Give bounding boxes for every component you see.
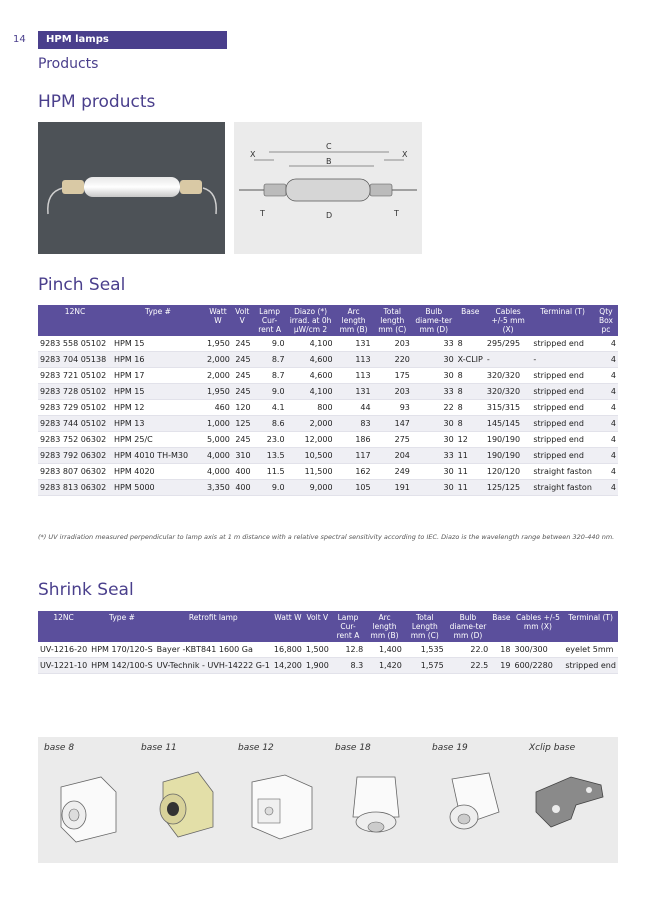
table-cell: 9283 813 06302 bbox=[38, 480, 112, 496]
table-cell: 145/145 bbox=[485, 416, 531, 432]
base-11-figure bbox=[135, 737, 232, 863]
table-cell: 1,950 bbox=[204, 384, 232, 400]
page-header bbox=[0, 31, 227, 49]
table-cell: 203 bbox=[373, 336, 412, 352]
base-8-figure bbox=[38, 737, 135, 863]
products-heading: HPM products bbox=[38, 92, 156, 112]
table-cell: stripped end bbox=[531, 384, 594, 400]
col-retrofit: Retrofit lamp bbox=[155, 611, 272, 642]
table-cell: stripped end bbox=[531, 336, 594, 352]
table-cell: 117 bbox=[335, 448, 373, 464]
table-cell: 23.0 bbox=[253, 432, 287, 448]
table-cell: 600/2280 bbox=[512, 658, 563, 674]
col-bulb: Bulb diame-ter mm (D) bbox=[412, 305, 456, 336]
table-cell: 400 bbox=[232, 480, 253, 496]
table-cell: HPM 170/120-S bbox=[89, 642, 154, 658]
table-cell: 190/190 bbox=[485, 432, 531, 448]
table-cell: 18 bbox=[490, 642, 512, 658]
shrink-seal-heading: Shrink Seal bbox=[38, 580, 134, 600]
pinch-footnote: (*) UV irradiation measured perpendicular to lamp axis at 1 m distance with a relative spectral sensitivity according to IEC. Diazo is the wavelength range between 320-440 nm. bbox=[38, 533, 615, 541]
dim-b: B bbox=[326, 157, 332, 166]
section-bar: HPM lamps bbox=[38, 31, 227, 49]
col-arc: Arc length mm (B) bbox=[365, 611, 404, 642]
table-cell: HPM 4020 bbox=[112, 464, 204, 480]
table-cell: 33 bbox=[412, 336, 456, 352]
table-cell: 9283 807 06302 bbox=[38, 464, 112, 480]
col-cables: Cables +/-5 mm (X) bbox=[485, 305, 531, 336]
table-cell: 400 bbox=[232, 464, 253, 480]
table-cell: 186 bbox=[335, 432, 373, 448]
table-cell: 8 bbox=[456, 368, 485, 384]
section-subtitle: Products bbox=[38, 56, 99, 72]
table-cell: - bbox=[531, 352, 594, 368]
table-cell: 4,100 bbox=[287, 336, 335, 352]
table-cell: 9283 558 05102 bbox=[38, 336, 112, 352]
table-cell: 190/190 bbox=[485, 448, 531, 464]
table-cell: 22 bbox=[412, 400, 456, 416]
table-cell: 1,500 bbox=[304, 642, 331, 658]
table-cell: 30 bbox=[412, 368, 456, 384]
table-cell: 1,000 bbox=[204, 416, 232, 432]
col-current: Lamp Cur-rent A bbox=[253, 305, 287, 336]
table-cell: 4 bbox=[594, 416, 618, 432]
col-terminal: Terminal (T) bbox=[531, 305, 594, 336]
table-cell: HPM 15 bbox=[112, 336, 204, 352]
table-cell: 220 bbox=[373, 352, 412, 368]
base-label: Xclip base bbox=[529, 743, 576, 753]
table-cell: 8.7 bbox=[253, 352, 287, 368]
table-cell: HPM 16 bbox=[112, 352, 204, 368]
table-cell: 320/320 bbox=[485, 384, 531, 400]
base-label: base 18 bbox=[335, 743, 371, 753]
table-cell: 4,000 bbox=[204, 448, 232, 464]
table-cell: straight faston bbox=[531, 480, 594, 496]
table-cell: UV-1216-20 bbox=[38, 642, 89, 658]
table-cell: 11.5 bbox=[253, 464, 287, 480]
col-arc: Arc length mm (B) bbox=[335, 305, 373, 336]
table-cell: stripped end bbox=[531, 368, 594, 384]
col-12nc: 12NC bbox=[38, 611, 89, 642]
table-cell: 8 bbox=[456, 336, 485, 352]
table-cell: 2,000 bbox=[204, 352, 232, 368]
table-row bbox=[38, 352, 618, 368]
table-cell: 30 bbox=[412, 416, 456, 432]
table-cell: 9283 721 05102 bbox=[38, 368, 112, 384]
col-total: Total Length mm (C) bbox=[404, 611, 446, 642]
base-label: base 8 bbox=[44, 743, 75, 753]
base-18-figure bbox=[329, 737, 426, 863]
table-cell: 4 bbox=[594, 448, 618, 464]
table-cell: 1,575 bbox=[404, 658, 446, 674]
table-cell: 14,200 bbox=[272, 658, 304, 674]
table-cell: stripped end bbox=[563, 658, 618, 674]
col-type: Type # bbox=[89, 611, 154, 642]
table-cell: HPM 4010 TH-M30 bbox=[112, 448, 204, 464]
table-cell: 83 bbox=[335, 416, 373, 432]
table-cell: 4,600 bbox=[287, 352, 335, 368]
table-row bbox=[38, 464, 618, 480]
table-cell: stripped end bbox=[531, 400, 594, 416]
lamp-photo bbox=[38, 122, 225, 254]
table-cell: HPM 12 bbox=[112, 400, 204, 416]
col-bulb: Bulb diame-ter mm (D) bbox=[446, 611, 491, 642]
table-cell: 4,000 bbox=[204, 464, 232, 480]
table-cell: 11,500 bbox=[287, 464, 335, 480]
col-total: Total length mm (C) bbox=[373, 305, 412, 336]
table-cell: 11 bbox=[456, 448, 485, 464]
table-row bbox=[38, 400, 618, 416]
col-terminal: Terminal (T) bbox=[563, 611, 618, 642]
col-qty: Qty Box pc bbox=[594, 305, 618, 336]
table-cell: 9283 752 06302 bbox=[38, 432, 112, 448]
table-cell: HPM 13 bbox=[112, 416, 204, 432]
table-cell: 4 bbox=[594, 480, 618, 496]
col-type: Type # bbox=[112, 305, 204, 336]
table-cell: X-CLIP bbox=[456, 352, 485, 368]
table-cell: 9283 744 05102 bbox=[38, 416, 112, 432]
table-cell: 9283 729 05102 bbox=[38, 400, 112, 416]
table-cell: 22.0 bbox=[446, 642, 491, 658]
table-cell: HPM 142/100-S bbox=[89, 658, 154, 674]
table-cell: 16,800 bbox=[272, 642, 304, 658]
table-cell: stripped end bbox=[531, 432, 594, 448]
table-cell: 113 bbox=[335, 352, 373, 368]
table-cell: 204 bbox=[373, 448, 412, 464]
col-base: Base bbox=[456, 305, 485, 336]
col-12nc: 12NC bbox=[38, 305, 112, 336]
pinch-seal-table bbox=[38, 305, 618, 496]
table-row bbox=[38, 384, 618, 400]
table-row bbox=[38, 480, 618, 496]
table-cell: 1,420 bbox=[365, 658, 404, 674]
pinch-header-row bbox=[38, 305, 618, 336]
table-cell: 4,600 bbox=[287, 368, 335, 384]
table-cell: 9283 792 06302 bbox=[38, 448, 112, 464]
pinch-seal-heading: Pinch Seal bbox=[38, 275, 126, 295]
col-base: Base bbox=[490, 611, 512, 642]
table-row bbox=[38, 448, 618, 464]
table-cell: 8.3 bbox=[331, 658, 365, 674]
base-19-figure bbox=[426, 737, 523, 863]
table-cell: 8 bbox=[456, 400, 485, 416]
table-cell: 460 bbox=[204, 400, 232, 416]
table-cell: 4 bbox=[594, 432, 618, 448]
table-cell: UV-1221-10 bbox=[38, 658, 89, 674]
table-row bbox=[38, 658, 618, 674]
shrink-seal-table bbox=[38, 611, 618, 674]
table-cell: 8 bbox=[456, 384, 485, 400]
table-cell: 800 bbox=[287, 400, 335, 416]
table-cell: 120/120 bbox=[485, 464, 531, 480]
table-cell: 4,100 bbox=[287, 384, 335, 400]
table-row bbox=[38, 336, 618, 352]
table-cell: 4 bbox=[594, 384, 618, 400]
table-cell: 11 bbox=[456, 480, 485, 496]
table-row bbox=[38, 416, 618, 432]
table-cell: 19 bbox=[490, 658, 512, 674]
table-cell: stripped end bbox=[531, 448, 594, 464]
col-cables: Cables +/-5 mm (X) bbox=[512, 611, 563, 642]
table-cell: 1,950 bbox=[204, 336, 232, 352]
table-cell: 203 bbox=[373, 384, 412, 400]
base-label: base 11 bbox=[141, 743, 177, 753]
table-cell: 13.5 bbox=[253, 448, 287, 464]
table-cell: 310 bbox=[232, 448, 253, 464]
table-cell: 4 bbox=[594, 400, 618, 416]
table-cell: HPM 17 bbox=[112, 368, 204, 384]
table-cell: Bayer -KBT841 1600 Ga bbox=[155, 642, 272, 658]
table-cell: 191 bbox=[373, 480, 412, 496]
table-cell: 22.5 bbox=[446, 658, 491, 674]
table-cell: 295/295 bbox=[485, 336, 531, 352]
col-diazo: Diazo (*) irrad. at 0h µW/cm 2 bbox=[287, 305, 335, 336]
table-cell: - bbox=[485, 352, 531, 368]
table-cell: 33 bbox=[412, 448, 456, 464]
table-row bbox=[38, 368, 618, 384]
table-cell: 245 bbox=[232, 432, 253, 448]
table-cell: 30 bbox=[412, 480, 456, 496]
table-cell: 1,535 bbox=[404, 642, 446, 658]
table-cell: 120 bbox=[232, 400, 253, 416]
table-cell: UV-Technik - UVH-14222 G-1 bbox=[155, 658, 272, 674]
table-cell: 9283 728 05102 bbox=[38, 384, 112, 400]
table-cell: 147 bbox=[373, 416, 412, 432]
table-cell: 8.7 bbox=[253, 368, 287, 384]
table-cell: 131 bbox=[335, 384, 373, 400]
table-cell: 10,500 bbox=[287, 448, 335, 464]
table-cell: 175 bbox=[373, 368, 412, 384]
table-cell: 245 bbox=[232, 336, 253, 352]
base-label: base 19 bbox=[432, 743, 468, 753]
table-cell: 30 bbox=[412, 352, 456, 368]
lamp-dimension-diagram bbox=[234, 122, 422, 254]
table-cell: 9.0 bbox=[253, 480, 287, 496]
dim-x-left: X bbox=[250, 150, 256, 159]
table-cell: 275 bbox=[373, 432, 412, 448]
table-cell: 320/320 bbox=[485, 368, 531, 384]
table-cell: 245 bbox=[232, 368, 253, 384]
table-cell: eyelet 5mm bbox=[563, 642, 618, 658]
table-cell: stripped end bbox=[531, 416, 594, 432]
table-cell: 4 bbox=[594, 336, 618, 352]
col-current: Lamp Cur-rent A bbox=[331, 611, 365, 642]
page-number: 14 bbox=[13, 34, 26, 45]
table-cell: 1,400 bbox=[365, 642, 404, 658]
table-cell: 4 bbox=[594, 464, 618, 480]
table-cell: 125 bbox=[232, 416, 253, 432]
table-cell: 4.1 bbox=[253, 400, 287, 416]
table-cell: 245 bbox=[232, 384, 253, 400]
dim-d: D bbox=[326, 211, 333, 220]
col-watt: Watt W bbox=[272, 611, 304, 642]
table-cell: 44 bbox=[335, 400, 373, 416]
table-cell: straight faston bbox=[531, 464, 594, 480]
table-cell: 2,000 bbox=[204, 368, 232, 384]
bases-panel bbox=[38, 737, 618, 863]
table-cell: HPM 15 bbox=[112, 384, 204, 400]
table-cell: 113 bbox=[335, 368, 373, 384]
table-cell: 2,000 bbox=[287, 416, 335, 432]
table-cell: 300/300 bbox=[512, 642, 563, 658]
dim-c: C bbox=[326, 142, 332, 151]
table-cell: 245 bbox=[232, 352, 253, 368]
table-cell: 12,000 bbox=[287, 432, 335, 448]
table-cell: 93 bbox=[373, 400, 412, 416]
shrink-header-row bbox=[38, 611, 618, 642]
table-cell: 105 bbox=[335, 480, 373, 496]
table-cell: 30 bbox=[412, 432, 456, 448]
table-cell: 4 bbox=[594, 368, 618, 384]
xclip-base-figure bbox=[523, 737, 620, 863]
table-cell: 315/315 bbox=[485, 400, 531, 416]
table-cell: 4 bbox=[594, 352, 618, 368]
col-watt: Watt W bbox=[204, 305, 232, 336]
base-12-figure bbox=[232, 737, 329, 863]
table-cell: 1,900 bbox=[304, 658, 331, 674]
table-cell: 9.0 bbox=[253, 384, 287, 400]
table-cell: 8 bbox=[456, 416, 485, 432]
table-cell: HPM 25/C bbox=[112, 432, 204, 448]
table-row bbox=[38, 432, 618, 448]
dim-t-right: T bbox=[394, 209, 399, 218]
table-cell: 131 bbox=[335, 336, 373, 352]
table-cell: 9283 704 05138 bbox=[38, 352, 112, 368]
table-cell: 162 bbox=[335, 464, 373, 480]
table-cell: 9,000 bbox=[287, 480, 335, 496]
table-cell: 3,350 bbox=[204, 480, 232, 496]
table-cell: 12 bbox=[456, 432, 485, 448]
dim-x-right: X bbox=[402, 150, 408, 159]
table-cell: 11 bbox=[456, 464, 485, 480]
table-cell: 125/125 bbox=[485, 480, 531, 496]
col-volt: Volt V bbox=[232, 305, 253, 336]
table-row bbox=[38, 642, 618, 658]
table-cell: 30 bbox=[412, 464, 456, 480]
table-cell: 9.0 bbox=[253, 336, 287, 352]
base-label: base 12 bbox=[238, 743, 274, 753]
table-cell: 12.8 bbox=[331, 642, 365, 658]
table-cell: 5,000 bbox=[204, 432, 232, 448]
col-volt: Volt V bbox=[304, 611, 331, 642]
table-cell: 8.6 bbox=[253, 416, 287, 432]
table-cell: 249 bbox=[373, 464, 412, 480]
table-cell: 33 bbox=[412, 384, 456, 400]
dim-t-left: T bbox=[260, 209, 265, 218]
table-cell: HPM 5000 bbox=[112, 480, 204, 496]
